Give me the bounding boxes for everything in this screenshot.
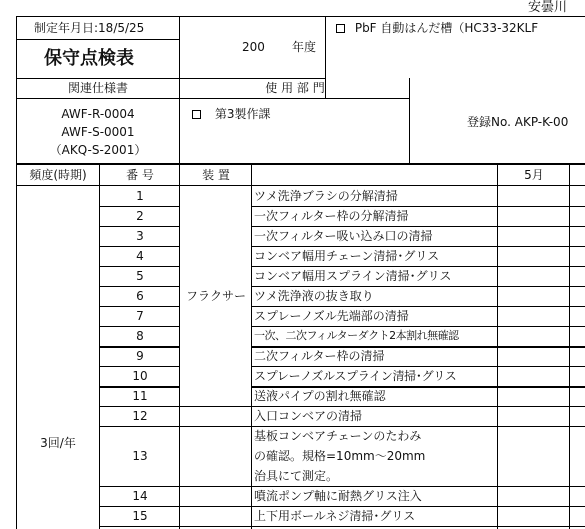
table-row [0,206,585,226]
col-month: 5月 [524,168,544,182]
table-row [0,226,585,246]
frequency-value: 3回/年 [40,436,76,450]
row-number: 6 [136,289,144,303]
row-number: 11 [132,389,148,403]
row-number: 5 [136,269,144,283]
row-item: コンベア幅用チェーン清掃･グリス [254,249,440,263]
row-item-line: 基板コンベアチェーンのたわみ [254,429,422,443]
spec-line-3: （AKQ-S-2001） [49,143,147,157]
device-value: フラクサー [185,289,246,303]
spec-line-2: AWF-S-0001 [61,125,135,139]
row-item: 二次フィルター枠の清掃 [254,349,385,363]
equipment-checkbox[interactable] [336,24,345,33]
row-item: スプレーノズルスプライン清掃･グリス [254,369,457,383]
row-number: 10 [132,369,148,383]
equipment-label: PbF 自動はんだ槽（HC33-32KLF [354,21,539,35]
col-device: 装 置 [202,168,230,182]
row-item: 一次、二次フィルターダクト2本割れ無確認 [254,329,459,342]
row-number: 8 [136,329,144,343]
row-item-line: の確認。規格=10mm〜20mm [254,449,426,463]
established-date: 制定年月日:18/5/25 [34,21,145,35]
table-row [0,326,585,346]
row-item: 一次フィルター吸い込み口の清掃 [254,229,433,243]
table-row [0,426,585,486]
row-item: ツメ洗浄液の抜き取り [254,289,374,303]
row-item: ツメ洗浄ブラシの分解清掃 [254,189,398,203]
dept-checkbox[interactable] [192,110,201,119]
dept-label: 第3製作課 [214,107,271,121]
table-row [0,506,585,526]
registration-number: 登録No. AKP-K-00 [467,115,569,129]
spec-line-1: AWF-R-0004 [61,107,135,121]
table-row [0,286,585,306]
row-item: 上下用ボールネジ清掃･グリス [254,509,416,523]
table-row [0,246,585,266]
row-number: 4 [136,249,144,263]
row-item: 送液パイプの割れ無確認 [254,389,386,403]
table-row [0,306,585,326]
row-item: 噴流ポンプ軸に耐熱グリス注入 [254,489,422,503]
table-row [0,386,585,406]
company-name: 安曇川 [528,0,568,15]
col-frequency: 頻度(時期) [29,168,87,182]
page-title: 保守点検表 [44,48,134,69]
table-row [0,406,585,426]
equipment-name [336,22,538,34]
row-item-line: 治具にて測定。 [254,469,339,483]
row-number: 12 [132,409,148,423]
row-number: 14 [132,489,148,503]
dept-header: 使 用 部 門 [265,81,325,95]
row-number: 3 [136,229,144,243]
col-number: 番 号 [126,168,154,182]
row-number: 2 [136,209,144,223]
table-row [0,266,585,286]
row-number: 13 [132,449,148,463]
spec-header: 関連仕様書 [67,81,128,95]
table-row [0,346,585,366]
fiscal-year-number: 200 [242,40,265,54]
row-item: コンベア幅用スプライン清掃･グリス [254,269,452,283]
fiscal-year-label: 年度 [292,40,317,54]
table-row [0,186,585,206]
row-item: 一次フィルター枠の分解清掃 [254,209,409,223]
row-item: スプレーノズル先端部の清掃 [254,309,409,323]
row-number: 1 [136,189,144,203]
row-number: 15 [132,509,148,523]
dept-value [192,108,270,120]
row-number: 9 [136,349,144,363]
row-item: 入口コンベアの清掃 [254,409,363,423]
table-row [0,486,585,506]
table-row [0,366,585,386]
row-number: 7 [136,309,144,323]
